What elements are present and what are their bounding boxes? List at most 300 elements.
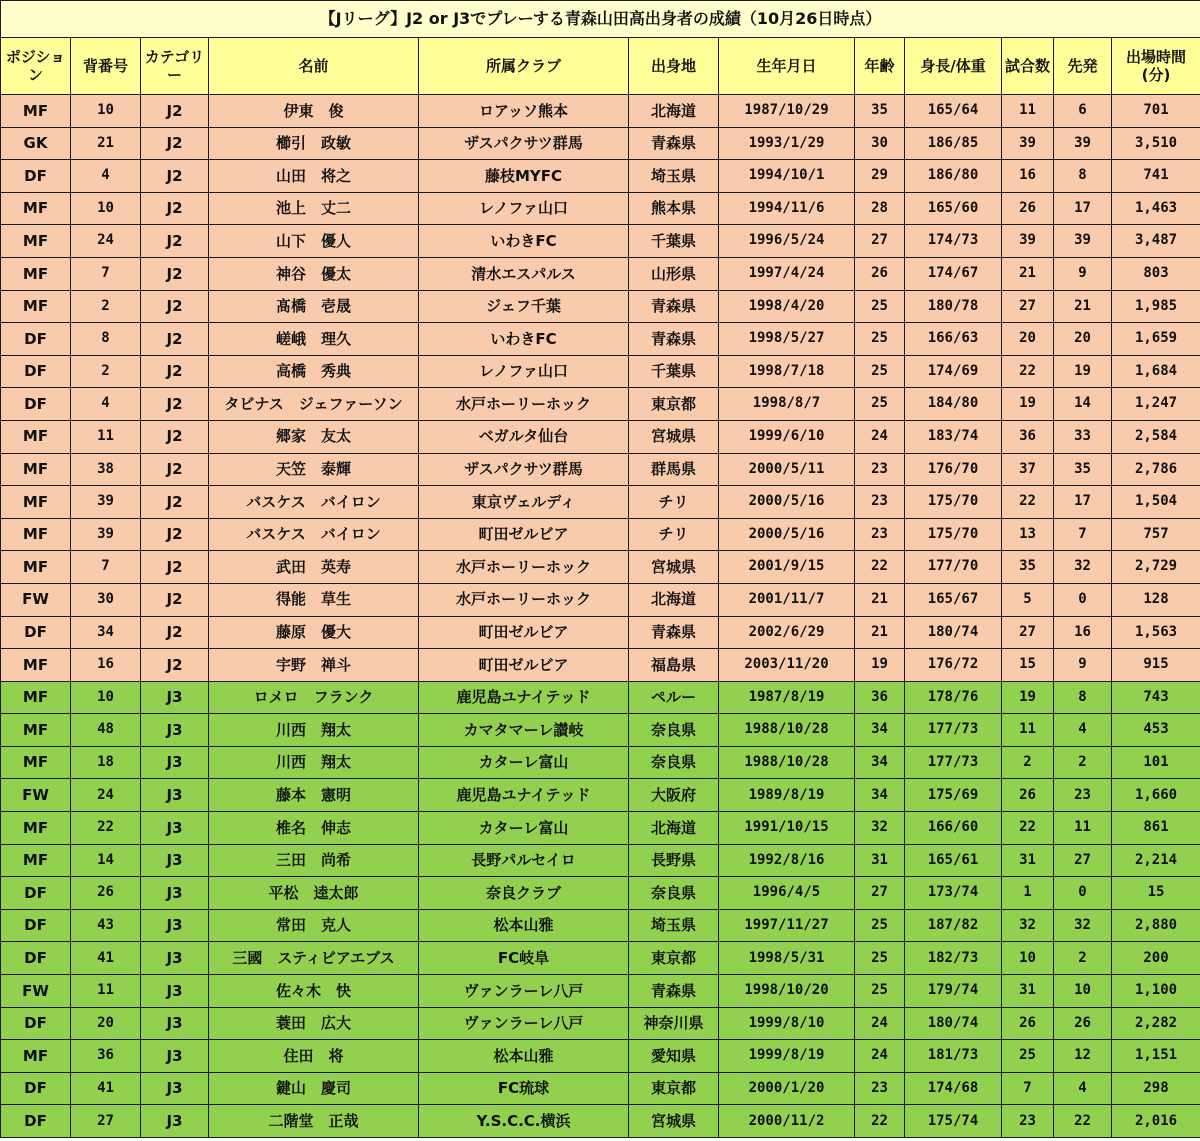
games-cell: 15 bbox=[1002, 649, 1054, 682]
starts-cell: 39 bbox=[1054, 127, 1112, 160]
games-cell: 22 bbox=[1002, 355, 1054, 388]
name-cell: 宇野 禅斗 bbox=[209, 649, 419, 682]
height-weight-cell: 165/64 bbox=[905, 95, 1002, 128]
position-cell: DF bbox=[1, 388, 71, 421]
table-row bbox=[1, 420, 1200, 453]
number-cell: 39 bbox=[71, 486, 141, 519]
minutes-cell: 15 bbox=[1112, 877, 1200, 910]
number-cell: 27 bbox=[71, 1105, 141, 1138]
age-cell: 23 bbox=[855, 518, 905, 551]
age-cell: 23 bbox=[855, 486, 905, 519]
table-row bbox=[1, 877, 1200, 910]
birthplace-cell: チリ bbox=[629, 518, 719, 551]
club-cell: 鹿児島ユナイテッド bbox=[419, 779, 629, 812]
games-cell: 13 bbox=[1002, 518, 1054, 551]
age-cell: 26 bbox=[855, 257, 905, 290]
club-cell: カマタマーレ讃岐 bbox=[419, 714, 629, 747]
starts-cell: 7 bbox=[1054, 518, 1112, 551]
position-cell: MF bbox=[1, 551, 71, 584]
starts-cell: 6 bbox=[1054, 95, 1112, 128]
club-cell: 藤枝MYFC bbox=[419, 160, 629, 193]
birthplace-cell: 青森県 bbox=[629, 127, 719, 160]
birthplace-cell: チリ bbox=[629, 486, 719, 519]
height-weight-cell: 177/73 bbox=[905, 746, 1002, 779]
number-cell: 2 bbox=[71, 355, 141, 388]
minutes-cell: 2,584 bbox=[1112, 420, 1200, 453]
number-cell: 8 bbox=[71, 323, 141, 356]
games-cell: 22 bbox=[1002, 486, 1054, 519]
number-cell: 21 bbox=[71, 127, 141, 160]
club-cell: 清水エスパルス bbox=[419, 257, 629, 290]
table-row bbox=[1, 975, 1200, 1008]
birthplace-cell: 山形県 bbox=[629, 257, 719, 290]
club-cell: 松本山雅 bbox=[419, 909, 629, 942]
age-cell: 25 bbox=[855, 388, 905, 421]
height-weight-cell: 165/61 bbox=[905, 844, 1002, 877]
starts-cell: 8 bbox=[1054, 160, 1112, 193]
category-cell: J3 bbox=[141, 714, 209, 747]
games-cell: 10 bbox=[1002, 942, 1054, 975]
age-cell: 24 bbox=[855, 1007, 905, 1040]
age-cell: 23 bbox=[855, 1072, 905, 1105]
table-row bbox=[1, 1007, 1200, 1040]
height-weight-cell: 175/69 bbox=[905, 779, 1002, 812]
col-header-position: ポジション bbox=[1, 38, 71, 95]
minutes-cell: 1,151 bbox=[1112, 1040, 1200, 1073]
games-cell: 39 bbox=[1002, 225, 1054, 258]
number-cell: 20 bbox=[71, 1007, 141, 1040]
dob-cell: 1998/7/18 bbox=[719, 355, 855, 388]
position-cell: MF bbox=[1, 192, 71, 225]
dob-cell: 1994/10/1 bbox=[719, 160, 855, 193]
age-cell: 25 bbox=[855, 355, 905, 388]
dob-cell: 1999/8/10 bbox=[719, 1007, 855, 1040]
starts-cell: 20 bbox=[1054, 323, 1112, 356]
position-cell: DF bbox=[1, 355, 71, 388]
height-weight-cell: 176/70 bbox=[905, 453, 1002, 486]
position-cell: MF bbox=[1, 290, 71, 323]
height-weight-cell: 180/74 bbox=[905, 616, 1002, 649]
name-cell: 蓑田 広大 bbox=[209, 1007, 419, 1040]
starts-cell: 9 bbox=[1054, 649, 1112, 682]
position-cell: MF bbox=[1, 746, 71, 779]
starts-cell: 0 bbox=[1054, 877, 1112, 910]
col-header-age: 年齢 bbox=[855, 38, 905, 95]
category-cell: J3 bbox=[141, 877, 209, 910]
birthplace-cell: 北海道 bbox=[629, 95, 719, 128]
club-cell: 東京ヴェルディ bbox=[419, 486, 629, 519]
name-cell: 武田 英寿 bbox=[209, 551, 419, 584]
starts-cell: 23 bbox=[1054, 779, 1112, 812]
col-header-dob: 生年月日 bbox=[719, 38, 855, 95]
position-cell: GK bbox=[1, 127, 71, 160]
name-cell: 二階堂 正哉 bbox=[209, 1105, 419, 1138]
number-cell: 39 bbox=[71, 518, 141, 551]
height-weight-cell: 187/82 bbox=[905, 909, 1002, 942]
age-cell: 34 bbox=[855, 779, 905, 812]
age-cell: 21 bbox=[855, 583, 905, 616]
position-cell: DF bbox=[1, 877, 71, 910]
birthplace-cell: 青森県 bbox=[629, 616, 719, 649]
birthplace-cell: 青森県 bbox=[629, 975, 719, 1008]
name-cell: 鍵山 慶司 bbox=[209, 1072, 419, 1105]
minutes-cell: 3,487 bbox=[1112, 225, 1200, 258]
position-cell: MF bbox=[1, 486, 71, 519]
dob-cell: 1996/4/5 bbox=[719, 877, 855, 910]
category-cell: J2 bbox=[141, 518, 209, 551]
games-cell: 26 bbox=[1002, 779, 1054, 812]
number-cell: 7 bbox=[71, 257, 141, 290]
age-cell: 25 bbox=[855, 942, 905, 975]
number-cell: 24 bbox=[71, 225, 141, 258]
category-cell: J2 bbox=[141, 257, 209, 290]
category-cell: J2 bbox=[141, 290, 209, 323]
minutes-cell: 128 bbox=[1112, 583, 1200, 616]
birthplace-cell: 宮城県 bbox=[629, 420, 719, 453]
number-cell: 34 bbox=[71, 616, 141, 649]
name-cell: タビナス ジェファーソン bbox=[209, 388, 419, 421]
age-cell: 22 bbox=[855, 551, 905, 584]
category-cell: J2 bbox=[141, 95, 209, 128]
birthplace-cell: 大阪府 bbox=[629, 779, 719, 812]
minutes-cell: 803 bbox=[1112, 257, 1200, 290]
height-weight-cell: 178/76 bbox=[905, 681, 1002, 714]
position-cell: MF bbox=[1, 95, 71, 128]
starts-cell: 4 bbox=[1054, 714, 1112, 747]
age-cell: 24 bbox=[855, 420, 905, 453]
table-row bbox=[1, 388, 1200, 421]
position-cell: FW bbox=[1, 975, 71, 1008]
birthplace-cell: 奈良県 bbox=[629, 877, 719, 910]
club-cell: ヴァンラーレ八戸 bbox=[419, 1007, 629, 1040]
dob-cell: 1998/4/20 bbox=[719, 290, 855, 323]
category-cell: J2 bbox=[141, 649, 209, 682]
minutes-cell: 200 bbox=[1112, 942, 1200, 975]
table-row bbox=[1, 551, 1200, 584]
starts-cell: 11 bbox=[1054, 812, 1112, 845]
starts-cell: 17 bbox=[1054, 486, 1112, 519]
col-header-club: 所属クラブ bbox=[419, 38, 629, 95]
table-row bbox=[1, 486, 1200, 519]
height-weight-cell: 177/73 bbox=[905, 714, 1002, 747]
starts-cell: 21 bbox=[1054, 290, 1112, 323]
height-weight-cell: 182/73 bbox=[905, 942, 1002, 975]
category-cell: J2 bbox=[141, 583, 209, 616]
category-cell: J2 bbox=[141, 486, 209, 519]
height-weight-cell: 174/73 bbox=[905, 225, 1002, 258]
category-cell: J3 bbox=[141, 681, 209, 714]
minutes-cell: 1,247 bbox=[1112, 388, 1200, 421]
starts-cell: 32 bbox=[1054, 909, 1112, 942]
position-cell: DF bbox=[1, 1105, 71, 1138]
games-cell: 7 bbox=[1002, 1072, 1054, 1105]
starts-cell: 2 bbox=[1054, 746, 1112, 779]
table-row bbox=[1, 844, 1200, 877]
dob-cell: 1998/8/7 bbox=[719, 388, 855, 421]
age-cell: 34 bbox=[855, 714, 905, 747]
position-cell: MF bbox=[1, 812, 71, 845]
club-cell: 奈良クラブ bbox=[419, 877, 629, 910]
table-row bbox=[1, 812, 1200, 845]
name-cell: 三田 尚希 bbox=[209, 844, 419, 877]
position-cell: DF bbox=[1, 160, 71, 193]
name-cell: 池上 丈二 bbox=[209, 192, 419, 225]
birthplace-cell: 奈良県 bbox=[629, 746, 719, 779]
position-cell: MF bbox=[1, 257, 71, 290]
dob-cell: 1997/4/24 bbox=[719, 257, 855, 290]
birthplace-cell: 熊本県 bbox=[629, 192, 719, 225]
games-cell: 16 bbox=[1002, 160, 1054, 193]
table-row bbox=[1, 1072, 1200, 1105]
table-row bbox=[1, 453, 1200, 486]
height-weight-cell: 174/68 bbox=[905, 1072, 1002, 1105]
games-cell: 26 bbox=[1002, 192, 1054, 225]
dob-cell: 2000/11/2 bbox=[719, 1105, 855, 1138]
birthplace-cell: 埼玉県 bbox=[629, 909, 719, 942]
birthplace-cell: 千葉県 bbox=[629, 355, 719, 388]
club-cell: Y.S.C.C.横浜 bbox=[419, 1105, 629, 1138]
starts-cell: 2 bbox=[1054, 942, 1112, 975]
name-cell: 嵯峨 理久 bbox=[209, 323, 419, 356]
category-cell: J3 bbox=[141, 942, 209, 975]
birthplace-cell: 神奈川県 bbox=[629, 1007, 719, 1040]
club-cell: 水戸ホーリーホック bbox=[419, 583, 629, 616]
minutes-cell: 3,510 bbox=[1112, 127, 1200, 160]
number-cell: 10 bbox=[71, 681, 141, 714]
height-weight-cell: 183/74 bbox=[905, 420, 1002, 453]
games-cell: 23 bbox=[1002, 1105, 1054, 1138]
dob-cell: 2002/6/29 bbox=[719, 616, 855, 649]
starts-cell: 9 bbox=[1054, 257, 1112, 290]
games-cell: 1 bbox=[1002, 877, 1054, 910]
games-cell: 31 bbox=[1002, 844, 1054, 877]
starts-cell: 39 bbox=[1054, 225, 1112, 258]
minutes-cell: 1,563 bbox=[1112, 616, 1200, 649]
dob-cell: 1987/8/19 bbox=[719, 681, 855, 714]
age-cell: 32 bbox=[855, 812, 905, 845]
age-cell: 35 bbox=[855, 95, 905, 128]
number-cell: 10 bbox=[71, 192, 141, 225]
dob-cell: 1998/10/20 bbox=[719, 975, 855, 1008]
games-cell: 26 bbox=[1002, 1007, 1054, 1040]
name-cell: 川西 翔太 bbox=[209, 714, 419, 747]
number-cell: 4 bbox=[71, 160, 141, 193]
number-cell: 10 bbox=[71, 95, 141, 128]
club-cell: ジェフ千葉 bbox=[419, 290, 629, 323]
name-cell: 椎名 伸志 bbox=[209, 812, 419, 845]
club-cell: FC琉球 bbox=[419, 1072, 629, 1105]
position-cell: DF bbox=[1, 1007, 71, 1040]
age-cell: 25 bbox=[855, 975, 905, 1008]
age-cell: 31 bbox=[855, 844, 905, 877]
number-cell: 11 bbox=[71, 420, 141, 453]
club-cell: レノファ山口 bbox=[419, 355, 629, 388]
games-cell: 31 bbox=[1002, 975, 1054, 1008]
position-cell: FW bbox=[1, 583, 71, 616]
number-cell: 24 bbox=[71, 779, 141, 812]
category-cell: J2 bbox=[141, 160, 209, 193]
club-cell: 長野パルセイロ bbox=[419, 844, 629, 877]
minutes-cell: 1,684 bbox=[1112, 355, 1200, 388]
height-weight-cell: 175/74 bbox=[905, 1105, 1002, 1138]
name-cell: 櫛引 政敏 bbox=[209, 127, 419, 160]
height-weight-cell: 176/72 bbox=[905, 649, 1002, 682]
starts-cell: 0 bbox=[1054, 583, 1112, 616]
starts-cell: 14 bbox=[1054, 388, 1112, 421]
dob-cell: 1996/5/24 bbox=[719, 225, 855, 258]
name-cell: バスケス バイロン bbox=[209, 518, 419, 551]
table-title: 【Jリーグ】J2 or J3でプレーする青森山田高出身者の成績（10月26日時点） bbox=[1, 1, 1200, 38]
number-cell: 48 bbox=[71, 714, 141, 747]
age-cell: 22 bbox=[855, 1105, 905, 1138]
dob-cell: 1998/5/27 bbox=[719, 323, 855, 356]
name-cell: 三國 スティビアエブス bbox=[209, 942, 419, 975]
col-header-number: 背番号 bbox=[71, 38, 141, 95]
name-cell: 郷家 友太 bbox=[209, 420, 419, 453]
dob-cell: 1994/11/6 bbox=[719, 192, 855, 225]
category-cell: J2 bbox=[141, 225, 209, 258]
category-cell: J3 bbox=[141, 779, 209, 812]
games-cell: 2 bbox=[1002, 746, 1054, 779]
height-weight-cell: 165/67 bbox=[905, 583, 1002, 616]
category-cell: J3 bbox=[141, 844, 209, 877]
name-cell: 天笠 泰輝 bbox=[209, 453, 419, 486]
club-cell: ヴァンラーレ八戸 bbox=[419, 975, 629, 1008]
age-cell: 36 bbox=[855, 681, 905, 714]
dob-cell: 2000/5/11 bbox=[719, 453, 855, 486]
club-cell: 町田ゼルビア bbox=[419, 518, 629, 551]
position-cell: MF bbox=[1, 225, 71, 258]
header-row bbox=[1, 38, 1200, 95]
category-cell: J2 bbox=[141, 388, 209, 421]
minutes-cell: 741 bbox=[1112, 160, 1200, 193]
minutes-cell: 453 bbox=[1112, 714, 1200, 747]
club-cell: ザスパクサツ群馬 bbox=[419, 453, 629, 486]
name-cell: 藤原 優大 bbox=[209, 616, 419, 649]
games-cell: 19 bbox=[1002, 388, 1054, 421]
starts-cell: 12 bbox=[1054, 1040, 1112, 1073]
age-cell: 28 bbox=[855, 192, 905, 225]
birthplace-cell: 群馬県 bbox=[629, 453, 719, 486]
age-cell: 24 bbox=[855, 1040, 905, 1073]
category-cell: J2 bbox=[141, 453, 209, 486]
number-cell: 30 bbox=[71, 583, 141, 616]
category-cell: J3 bbox=[141, 975, 209, 1008]
name-cell: バスケス バイロン bbox=[209, 486, 419, 519]
name-cell: 佐々木 快 bbox=[209, 975, 419, 1008]
name-cell: 高橋 秀典 bbox=[209, 355, 419, 388]
table-row bbox=[1, 290, 1200, 323]
minutes-cell: 1,100 bbox=[1112, 975, 1200, 1008]
category-cell: J2 bbox=[141, 323, 209, 356]
name-cell: 常田 克人 bbox=[209, 909, 419, 942]
dob-cell: 1989/8/19 bbox=[719, 779, 855, 812]
minutes-cell: 2,786 bbox=[1112, 453, 1200, 486]
table-row bbox=[1, 616, 1200, 649]
age-cell: 30 bbox=[855, 127, 905, 160]
col-header-birthplace: 出身地 bbox=[629, 38, 719, 95]
birthplace-cell: 東京都 bbox=[629, 1072, 719, 1105]
table-row bbox=[1, 323, 1200, 356]
table-row bbox=[1, 681, 1200, 714]
height-weight-cell: 179/74 bbox=[905, 975, 1002, 1008]
starts-cell: 19 bbox=[1054, 355, 1112, 388]
birthplace-cell: 福島県 bbox=[629, 649, 719, 682]
starts-cell: 26 bbox=[1054, 1007, 1112, 1040]
position-cell: MF bbox=[1, 518, 71, 551]
position-cell: MF bbox=[1, 681, 71, 714]
number-cell: 7 bbox=[71, 551, 141, 584]
category-cell: J3 bbox=[141, 1040, 209, 1073]
name-cell: 髙橋 壱晟 bbox=[209, 290, 419, 323]
height-weight-cell: 181/73 bbox=[905, 1040, 1002, 1073]
height-weight-cell: 180/78 bbox=[905, 290, 1002, 323]
category-cell: J3 bbox=[141, 812, 209, 845]
birthplace-cell: 宮城県 bbox=[629, 1105, 719, 1138]
position-cell: MF bbox=[1, 844, 71, 877]
club-cell: 鹿児島ユナイテッド bbox=[419, 681, 629, 714]
col-header-name: 名前 bbox=[209, 38, 419, 95]
minutes-cell: 2,214 bbox=[1112, 844, 1200, 877]
starts-cell: 8 bbox=[1054, 681, 1112, 714]
position-cell: MF bbox=[1, 453, 71, 486]
club-cell: ザスパクサツ群馬 bbox=[419, 127, 629, 160]
number-cell: 14 bbox=[71, 844, 141, 877]
birthplace-cell: 愛知県 bbox=[629, 1040, 719, 1073]
games-cell: 20 bbox=[1002, 323, 1054, 356]
club-cell: 町田ゼルビア bbox=[419, 616, 629, 649]
starts-cell: 27 bbox=[1054, 844, 1112, 877]
games-cell: 27 bbox=[1002, 616, 1054, 649]
birthplace-cell: ペルー bbox=[629, 681, 719, 714]
dob-cell: 2003/11/20 bbox=[719, 649, 855, 682]
minutes-cell: 2,880 bbox=[1112, 909, 1200, 942]
dob-cell: 1993/1/29 bbox=[719, 127, 855, 160]
starts-cell: 35 bbox=[1054, 453, 1112, 486]
col-header-minutes: 出場時間(分) bbox=[1112, 38, 1200, 95]
height-weight-cell: 166/60 bbox=[905, 812, 1002, 845]
number-cell: 38 bbox=[71, 453, 141, 486]
age-cell: 34 bbox=[855, 746, 905, 779]
table-row bbox=[1, 909, 1200, 942]
number-cell: 41 bbox=[71, 1072, 141, 1105]
name-cell: 藤本 憲明 bbox=[209, 779, 419, 812]
minutes-cell: 861 bbox=[1112, 812, 1200, 845]
table-row bbox=[1, 192, 1200, 225]
minutes-cell: 298 bbox=[1112, 1072, 1200, 1105]
category-cell: J3 bbox=[141, 1007, 209, 1040]
position-cell: DF bbox=[1, 1072, 71, 1105]
dob-cell: 1991/10/15 bbox=[719, 812, 855, 845]
starts-cell: 10 bbox=[1054, 975, 1112, 1008]
dob-cell: 1988/10/28 bbox=[719, 714, 855, 747]
name-cell: ロメロ フランク bbox=[209, 681, 419, 714]
club-cell: 水戸ホーリーホック bbox=[419, 551, 629, 584]
name-cell: 山下 優人 bbox=[209, 225, 419, 258]
height-weight-cell: 166/63 bbox=[905, 323, 1002, 356]
age-cell: 25 bbox=[855, 290, 905, 323]
category-cell: J2 bbox=[141, 551, 209, 584]
table-row bbox=[1, 355, 1200, 388]
number-cell: 22 bbox=[71, 812, 141, 845]
dob-cell: 1992/8/16 bbox=[719, 844, 855, 877]
number-cell: 26 bbox=[71, 877, 141, 910]
height-weight-cell: 186/80 bbox=[905, 160, 1002, 193]
age-cell: 27 bbox=[855, 225, 905, 258]
category-cell: J2 bbox=[141, 355, 209, 388]
starts-cell: 32 bbox=[1054, 551, 1112, 584]
name-cell: 川西 翔太 bbox=[209, 746, 419, 779]
